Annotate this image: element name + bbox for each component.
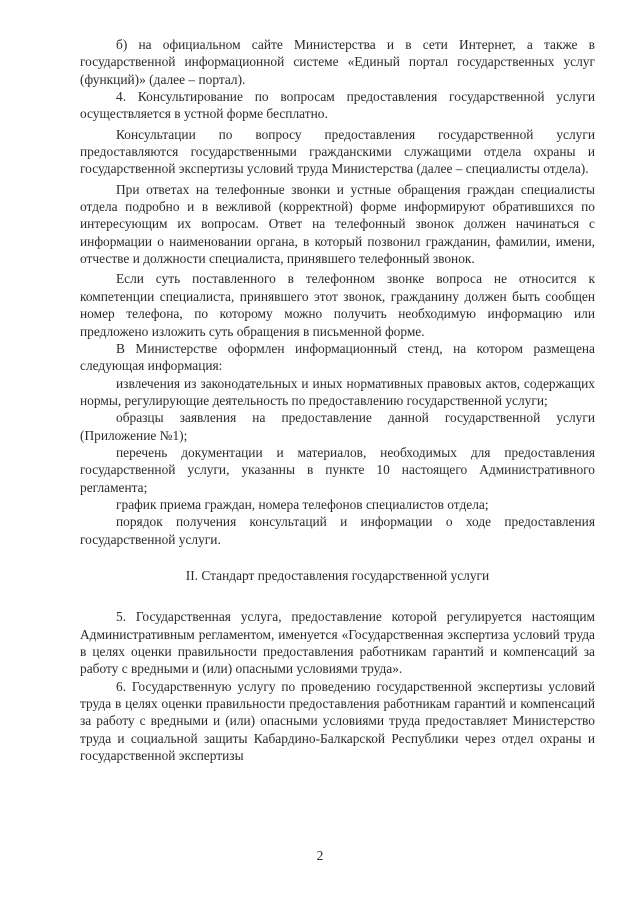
document-body [80,36,595,764]
section-heading: II. Стандарт предоставления государственной услуги [185,567,490,583]
paragraph-portal: б) на официальном сайте Министерства и в сети Интернет, а также в государственной информационной системе «Единый портал государственных услуг (функций)» (далее – портал). [80,37,595,87]
paragraph-consultations: Консультации по вопросу предоставления государственной услуги предоставляются государственными гражданскими служащими отдела охраны и государственной экспертизы условий труда Министерства (далее – специалисты отдела). [80,126,595,177]
page-number: 2 [316,848,324,863]
paragraph-competence: Если суть поставленного в телефонном звонке вопроса не относится к компетенции специалиста, принявшего этот звонок, гражданину должен быть сообщен номер телефона, по которому можно получить необходимую информацию или предложено изложить суть обращения в письменной форме. [80,271,595,339]
paragraph-info-stand: В Министерстве оформлен информационный стенд, на котором размещена следующая информация: [80,340,595,374]
list-item-extracts: извлечения из законодательных и иных нормативных правовых актов, содержащих нормы, регулирующие деятельность по предоставлению государственной услуги; [80,375,595,408]
list-item-samples: образцы заявления на предоставление данной государственной услуги (Приложение №1); [80,410,595,443]
paragraph-phone-answers: При ответах на телефонные звонки и устные обращения граждан специалисты отдела подробно и в вежливой (корректной) форме информируют обратившихся по интересующим их вопросам. Ответ на телефонный звонок должен начинаться с информации о наименовании органа, в который позвонил гражданин, фамилии, имени, отчестве и должности специалиста, принявшего телефонный звонок. [80,181,595,267]
list-item-documents: перечень документации и материалов, необходимых для предоставления государственной услуги, указанны в пункте 10 настоящего Административного регламента; [80,444,595,495]
paragraph-6: 6. Государственную услугу по проведению государственной экспертизы условий труда в целях оценки правильности предоставления работникам гарантий и компенсаций за работу с вредными и (или) опасными условиями труда предоставляет Министерство труда и социальной защиты Кабардино-Балкарской Республики через отдел охраны и государственной экспертизы [80,678,595,764]
list-item-procedure: порядок получения консультаций и информации о ходе предоставления государственной услуги. [80,514,595,547]
paragraph-5: 5. Государственная услуга, предоставление которой регулируется настоящим Административным регламентом, именуется «Государственная экспертиза условий труда в целях оценки правильности предоставления работникам гарантий и компенсаций за работу с вредными и (или) опасными условиями труда». [80,609,595,677]
list-item-schedule: график приема граждан, номера телефонов специалистов отдела; [116,496,489,512]
paragraph-4: 4. Консультирование по вопросам предоставления государственной услуги осуществляется в устной форме бесплатно. [80,89,595,122]
